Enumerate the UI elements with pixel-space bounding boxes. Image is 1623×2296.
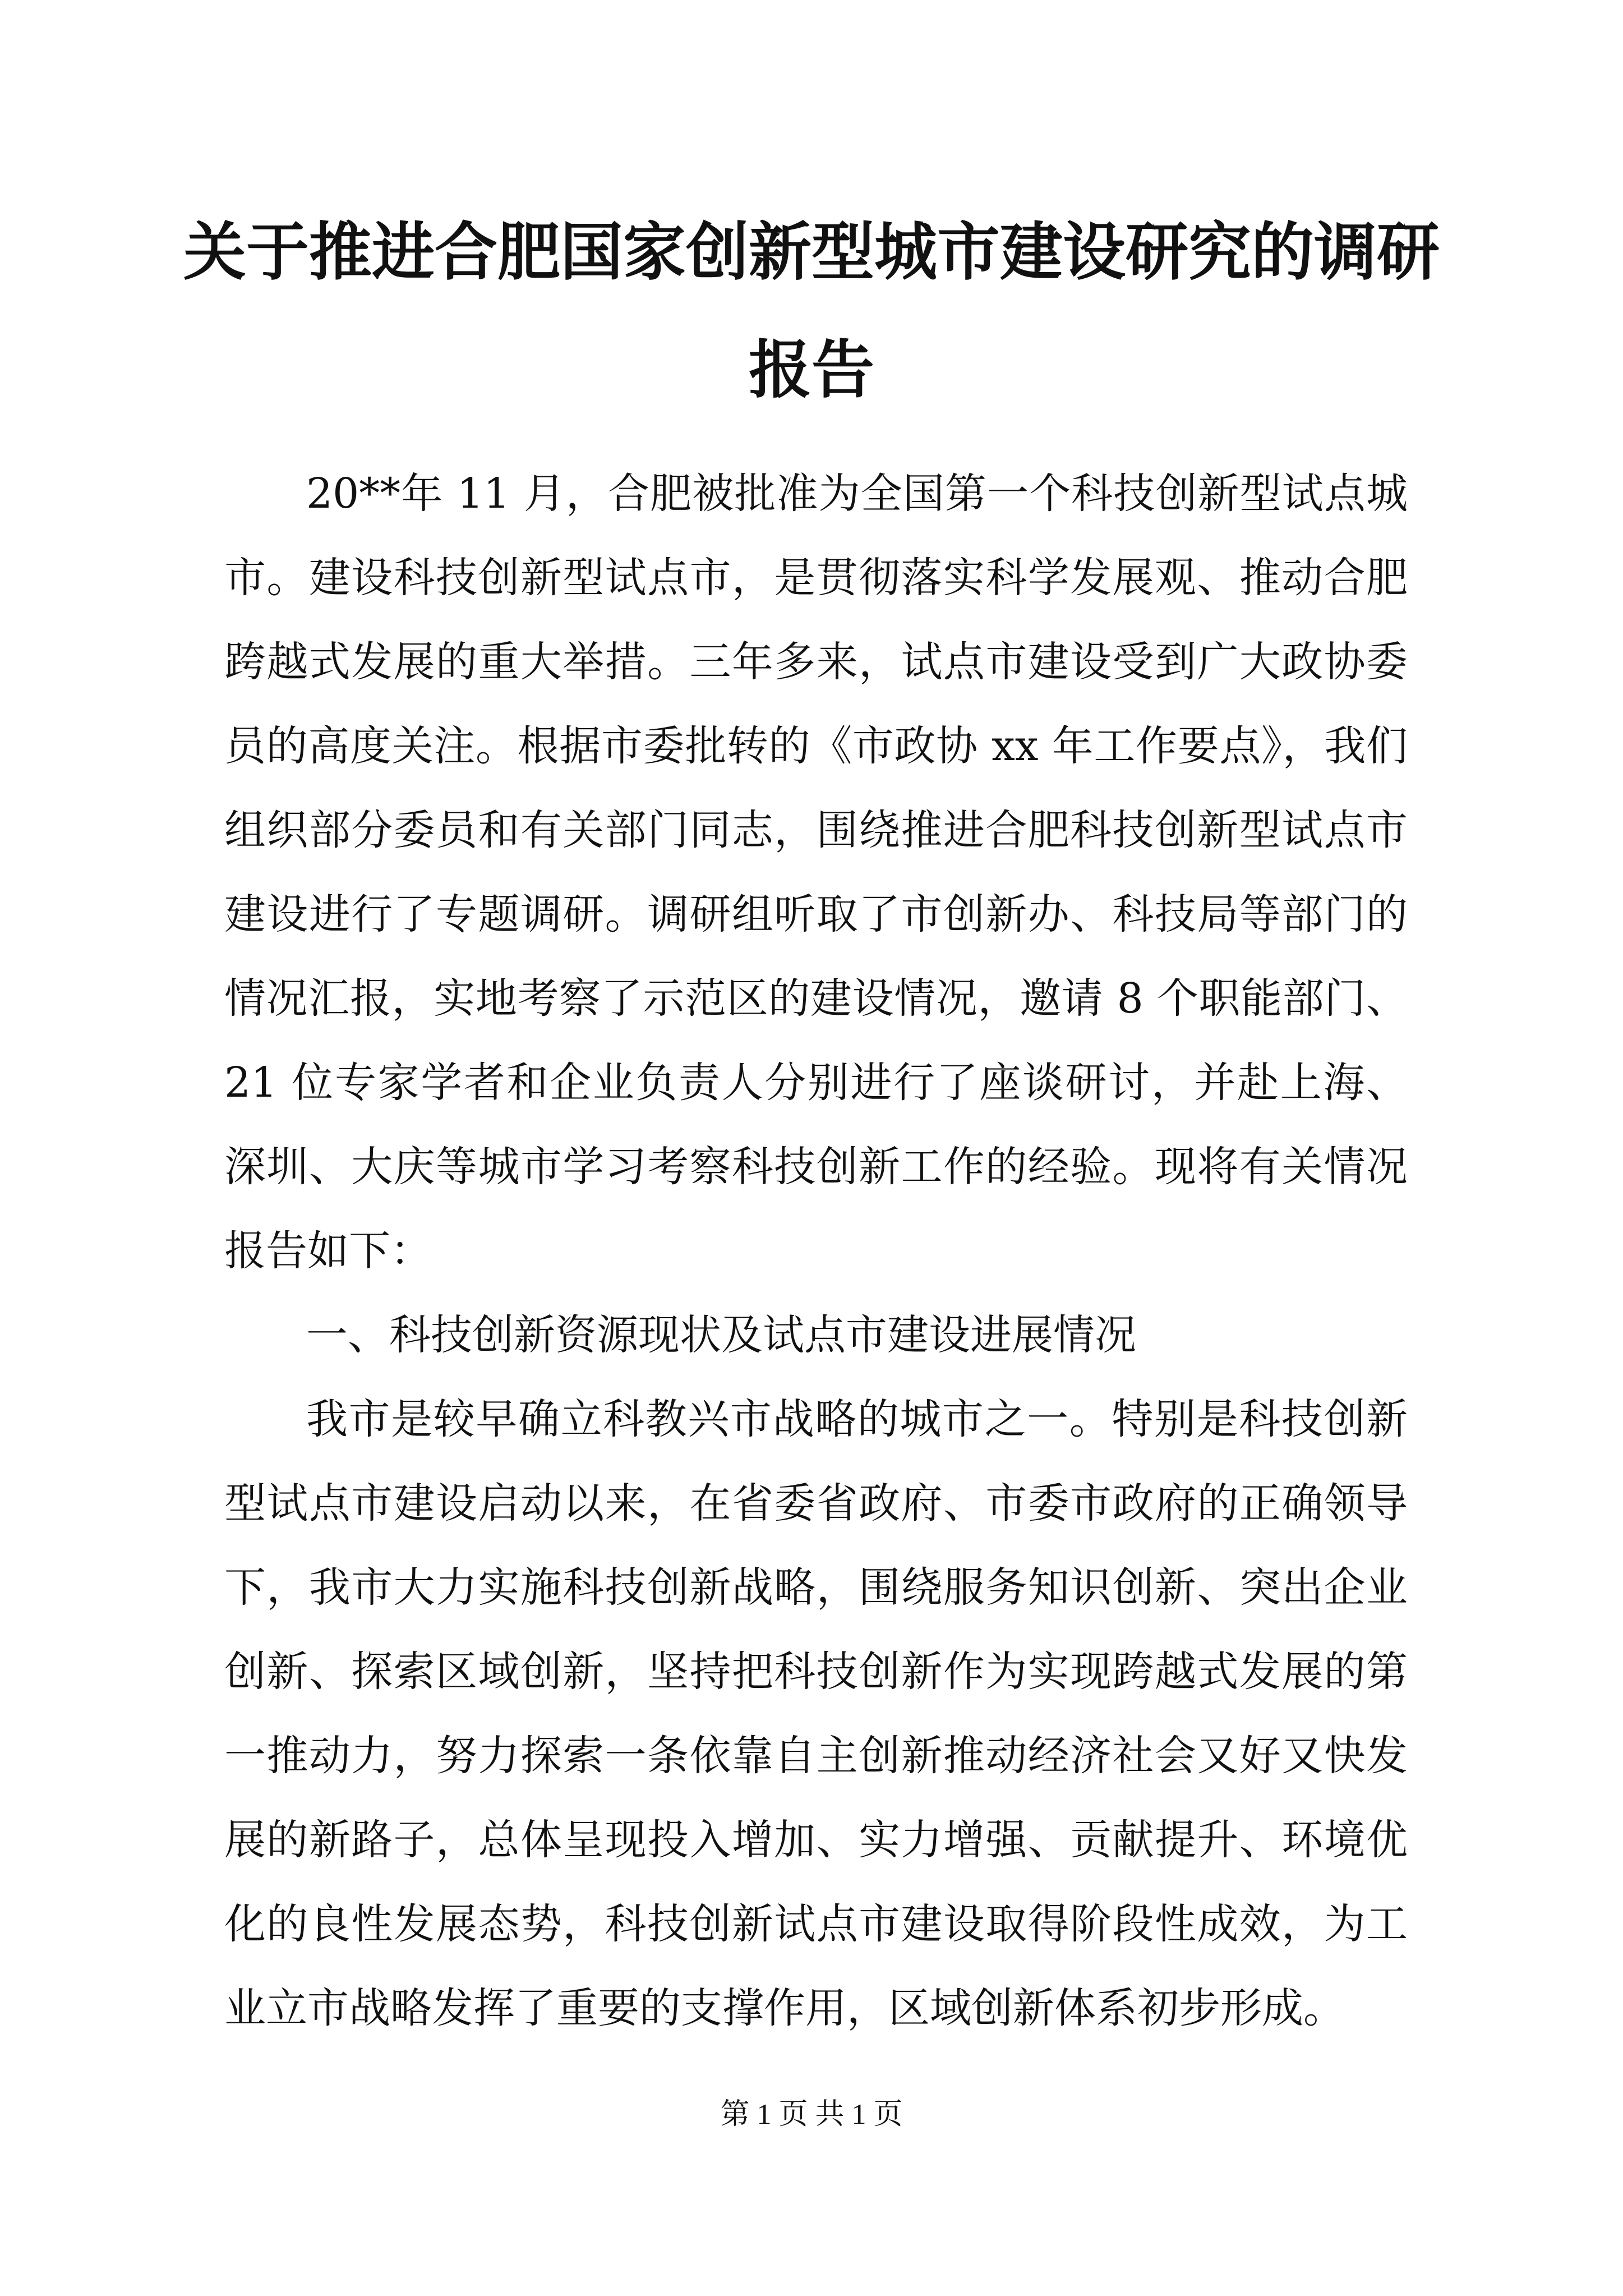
paragraph-1-line-7: 情况汇报，实地考察了示范区的建设情况，邀请 8 个职能部门、: [224, 974, 1408, 1023]
page-footer: 第 1 页 共 1 页: [720, 2099, 903, 2131]
paragraph-1-line-1: 20**年 11 月，合肥被批准为全国第一个科技创新型试点城: [306, 470, 1408, 518]
paragraph-2-line-1: 我市是较早确立科教兴市战略的城市之一。特别是科技创新: [306, 1395, 1408, 1443]
paragraph-2-line-6: 展的新路子，总体呈现投入增加、实力增强、贡献提升、环境优: [224, 1816, 1408, 1864]
paragraph-1-line-2: 市。建设科技创新型试点市，是贯彻落实科学发展观、推动合肥: [224, 554, 1408, 602]
document-title-line-1: 关于推进合肥国家创新型城市建设研究的调研: [183, 215, 1440, 289]
paragraph-2-line-3: 下，我市大力实施科技创新战略，围绕服务知识创新、突出企业: [224, 1563, 1408, 1612]
paragraph-2-line-8: 业立市战略发挥了重要的支撑作用，区域创新体系初步形成。: [224, 1984, 1345, 2032]
paragraph-1-line-9: 深圳、大庆等城市学习考察科技创新工作的经验。现将有关情况: [224, 1143, 1408, 1191]
paragraph-1-line-6: 建设进行了专题调研。调研组听取了市创新办、科技局等部门的: [224, 890, 1408, 938]
paragraph-1-line-8: 21 位专家学者和企业负责人分别进行了座谈研讨，并赴上海、: [224, 1059, 1408, 1107]
paragraph-1-line-3: 跨越式发展的重大举措。三年多来，试点市建设受到广大政协委: [224, 638, 1408, 686]
section-1-heading: 一、科技创新资源现状及试点市建设进展情况: [306, 1311, 1136, 1359]
paragraph-2-line-4: 创新、探索区域创新，坚持把科技创新作为实现跨越式发展的第: [224, 1648, 1408, 1696]
paragraph-1-line-5: 组织部分委员和有关部门同志，围绕推进合肥科技创新型试点市: [224, 806, 1408, 854]
document-title-line-2: 报告: [749, 333, 874, 407]
paragraph-2-line-2: 型试点市建设启动以来，在省委省政府、市委市政府的正确领导: [224, 1479, 1408, 1527]
paragraph-2-line-7: 化的良性发展态势，科技创新试点市建设取得阶段性成效，为工: [224, 1900, 1408, 1948]
paragraph-2-line-5: 一推动力，努力探索一条依靠自主创新推动经济社会又好又快发: [224, 1732, 1408, 1780]
paragraph-1-line-10: 报告如下：: [224, 1227, 432, 1275]
paragraph-1-line-4: 员的高度关注。根据市委批转的《市政协 xx 年工作要点》，我们: [224, 722, 1408, 770]
